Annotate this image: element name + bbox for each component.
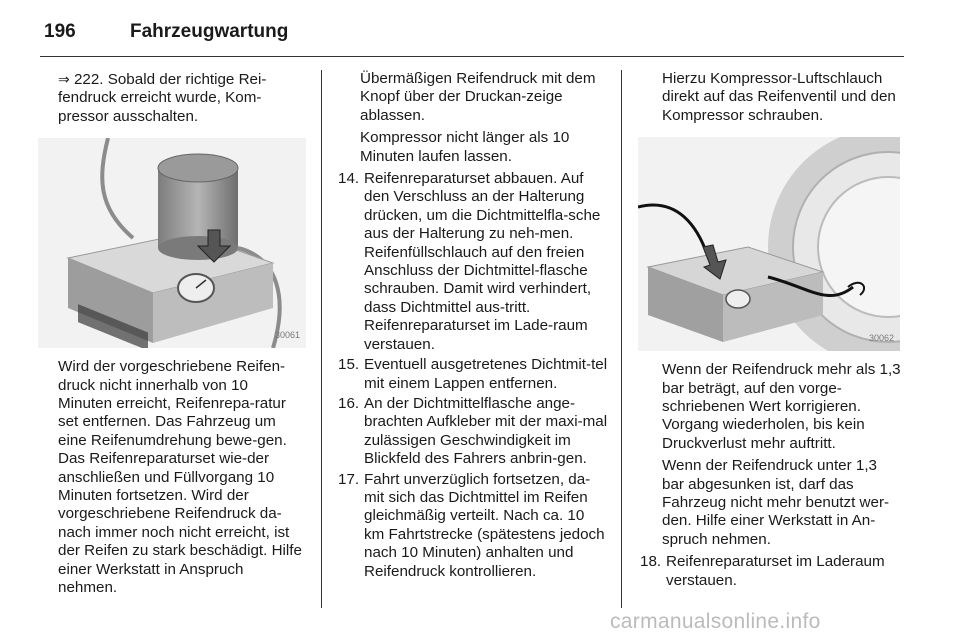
- compressor-illustration: [38, 138, 306, 348]
- list-item-number: 17.: [338, 470, 360, 488]
- paragraph-above-limit: Wenn der Reifendruck mehr als 1,3 bar beträgt, auf den vorge-schriebenen Wert korrigieren. Vorgang wiederholen, bis kein Druckverlust mehr auftritt.: [662, 361, 901, 452]
- page-number: 196: [44, 21, 76, 42]
- list-item-text: Reifenreparaturset abbauen. Auf den Verschluss an der Halterung drücken, um die Dichtmittelfla-sche aus der Halterung zu neh-men. Reifenfüllschlauch auf den freien Anschluss der Dichtmittel-flasche schrauben. Damit wird verhindert, dass Dichtmittel aus-tritt. Reifenreparaturset im Lade-raum verstauen.: [364, 170, 601, 353]
- paragraph-runtime: Kompressor nicht länger als 10 Minuten laufen lassen.: [360, 129, 570, 165]
- column-divider-1: [321, 70, 322, 608]
- tire-inflation-illustration: [638, 137, 900, 351]
- header-rule: [40, 56, 904, 57]
- tire-compressor-drawing: [638, 137, 900, 351]
- list-item-text: Reifenreparaturset im Laderaum verstauen.: [666, 553, 885, 589]
- list-item: [640, 553, 902, 590]
- list-item-number: 18.: [640, 553, 662, 571]
- watermark: carmanualsonline.info: [610, 610, 821, 633]
- figure-code: 30061: [274, 329, 300, 340]
- list-item: [338, 471, 608, 581]
- list-item-number: 16.: [338, 394, 360, 412]
- body-paragraph: Wird der vorgeschriebene Reifen-druck nicht innerhalb von 10 Minuten erreicht, Reifenrepa-ratur set entfernen. Das Fahrzeug um eine Reifenumdrehung bewe-gen. Das Reifenreparaturset wie-der anschließen und Füllvorgang 10 Minuten fortsetzen. Wird der vorgeschriebene Reifendruck da-nach immer noch nicht erreicht, ist der Reifen zu stark beschädigt. Hilfe einer Werkstatt in Anspruch nehmen.: [58, 358, 302, 597]
- list-item-number: 14.: [338, 170, 360, 188]
- list-item-text: Eventuell ausgetretenes Dichtmit-tel mit einem Lappen entfernen.: [364, 356, 608, 392]
- intro-text: 222. Sobald der richtige Rei-fendruck erreicht wurde, Kom-pressor ausschalten.: [58, 71, 267, 125]
- column-2: [338, 70, 608, 583]
- column-divider-2: [621, 70, 622, 608]
- list-item: [338, 395, 608, 469]
- paragraph-below-limit: Wenn der Reifendruck unter 1,3 bar abgesunken ist, darf das Fahrzeug nicht mehr benutzt wer-den. Hilfe einer Werkstatt in An-spruch nehmen.: [662, 457, 890, 548]
- paragraph-release-pressure: Übermäßigen Reifendruck mit dem Knopf über der Druckan-zeige ablassen.: [360, 70, 596, 124]
- compressor-drawing: [38, 138, 306, 348]
- figure-code: 30062: [868, 332, 894, 343]
- list-item: [338, 170, 608, 354]
- intro-paragraph: [58, 70, 306, 126]
- list-item-number: 15.: [338, 356, 360, 374]
- column-1: [58, 70, 306, 602]
- numbered-list: [338, 170, 608, 581]
- list-item-text: An der Dichtmittelflasche ange-brachten Aufkleber mit der maxi-mal zulässigen Geschwindigkeit im Blickfeld des Fahrers anbrin-gen.: [364, 394, 608, 468]
- page-title: Fahrzeugwartung: [130, 21, 289, 42]
- list-item: [338, 356, 608, 393]
- column-3: [640, 70, 902, 592]
- page-header: [44, 14, 288, 50]
- reference-arrow-icon: ⇒: [58, 71, 70, 87]
- list-item-text: Fahrt unverzüglich fortsetzen, da-mit sich das Dichtmittel im Reifen gleichmäßig verteilt. Nach ca. 10 km Fahrtstrecke (spätestens jedoch nach 10 Minuten) anhalten und Reifendruck kontrollieren.: [364, 470, 605, 580]
- paragraph-hose-connect: Hierzu Kompressor-Luftschlauch direkt auf das Reifenventil und den Kompressor schrauben.: [662, 70, 896, 124]
